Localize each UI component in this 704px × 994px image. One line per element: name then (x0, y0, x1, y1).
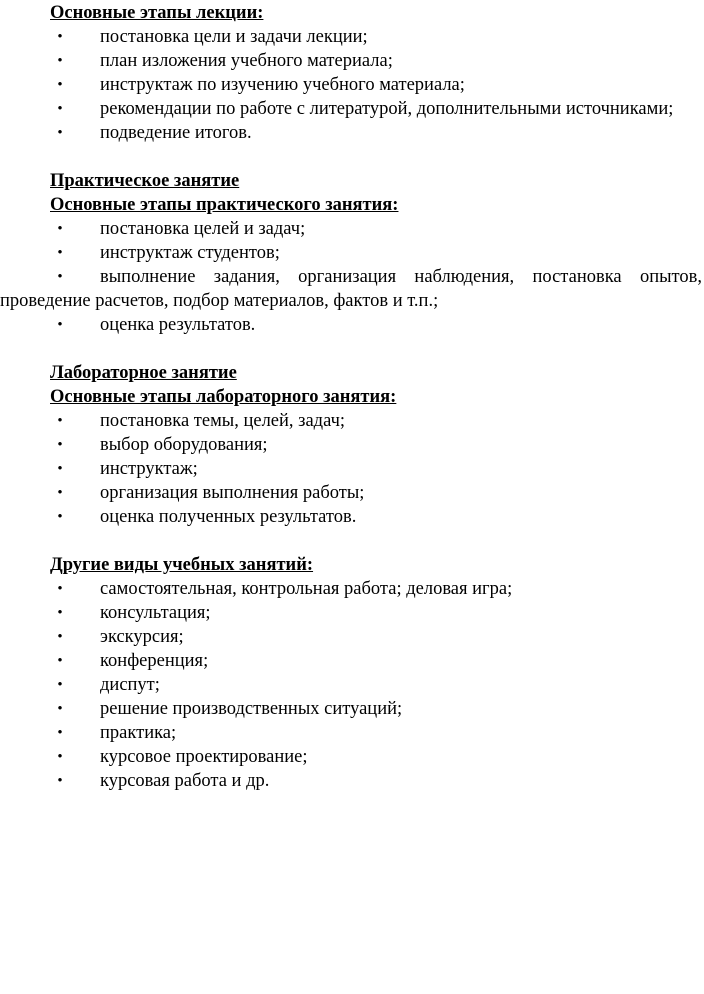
section-laboratory (0, 361, 704, 529)
list-item-text: практика; (100, 723, 177, 743)
list-item-text: постановка темы, целей, задач; (100, 411, 346, 431)
bullet-icon: • (57, 725, 63, 741)
bullet-icon: • (57, 101, 63, 117)
list-item (0, 265, 704, 313)
bullet-icon: • (57, 29, 63, 45)
bullet-icon: • (57, 653, 63, 669)
list-item-text: решение производственных ситуаций; (100, 699, 403, 719)
bullet-icon: • (57, 245, 63, 261)
laboratory-stages-list (0, 409, 704, 529)
list-item (0, 97, 704, 121)
list-item (0, 721, 704, 745)
list-item (0, 49, 704, 73)
bullet-icon: • (57, 509, 63, 525)
section-spacer (0, 145, 704, 169)
list-item-text: постановка целей и задач; (100, 219, 306, 239)
bullet-icon: • (57, 773, 63, 789)
list-item-text: постановка цели и задачи лекции; (100, 27, 368, 47)
section-spacer (0, 337, 704, 361)
bullet-icon: • (57, 485, 63, 501)
list-item-text: оценка полученных результатов. (100, 507, 357, 527)
bullet-icon: • (57, 701, 63, 717)
bullet-icon: • (57, 749, 63, 765)
list-item-text: консультация; (100, 603, 211, 623)
list-item-text: выбор оборудования; (100, 435, 268, 455)
list-item (0, 217, 704, 241)
bullet-icon: • (57, 77, 63, 93)
heading-lecture-stages: Основные этапы лекции: (50, 3, 264, 23)
bullet-icon: • (57, 629, 63, 645)
list-item (0, 25, 704, 49)
list-item-text: курсовая работа и др. (100, 771, 270, 791)
list-item (0, 481, 704, 505)
heading-laboratory-lesson: Лабораторное занятие (50, 363, 237, 383)
bullet-icon: • (57, 677, 63, 693)
bullet-icon: • (57, 317, 63, 333)
list-item-text: инструктаж студентов; (100, 243, 280, 263)
bullet-icon: • (57, 413, 63, 429)
bullet-icon: • (57, 437, 63, 453)
section-other-lessons (0, 553, 704, 793)
list-item-text: оценка результатов. (100, 315, 256, 335)
list-item (0, 433, 704, 457)
list-item-text: рекомендации по работе с литературой, дополнительными источниками; (100, 99, 674, 119)
bullet-icon: • (57, 53, 63, 69)
list-item (0, 409, 704, 433)
heading-practical-stages: Основные этапы практического занятия: (50, 195, 399, 215)
heading-laboratory-stages: Основные этапы лабораторного занятия: (50, 387, 397, 407)
list-item (0, 745, 704, 769)
list-item (0, 457, 704, 481)
list-item-text: самостоятельная, контрольная работа; деловая игра; (100, 579, 513, 599)
section-practical (0, 169, 704, 337)
heading-other-lesson-types: Другие виды учебных занятий: (50, 555, 314, 575)
list-item-text: подведение итогов. (100, 123, 252, 143)
section-lecture (0, 1, 704, 145)
other-lessons-list (0, 577, 704, 793)
bullet-icon: • (57, 269, 63, 285)
list-item-text: курсовое проектирование; (100, 747, 308, 767)
list-item-text: конференция; (100, 651, 209, 671)
list-item (0, 769, 704, 793)
list-item-text: выполнение задания, организация наблюдения, постановка опытов, проведение расчетов, подбор материалов, фактов и т.п.; (0, 267, 702, 311)
practical-stages-list (0, 217, 704, 337)
list-item (0, 241, 704, 265)
bullet-icon: • (57, 221, 63, 237)
list-item-text: диспут; (100, 675, 160, 695)
bullet-icon: • (57, 461, 63, 477)
section-spacer (0, 529, 704, 553)
list-item (0, 73, 704, 97)
heading-practical-lesson: Практическое занятие (50, 171, 240, 191)
list-item-text: план изложения учебного материала; (100, 51, 393, 71)
list-item (0, 673, 704, 697)
list-item-text: инструктаж; (100, 459, 198, 479)
bullet-icon: • (57, 125, 63, 141)
list-item (0, 601, 704, 625)
list-item-text: инструктаж по изучению учебного материала; (100, 75, 465, 95)
bullet-icon: • (57, 581, 63, 597)
list-item (0, 505, 704, 529)
list-item (0, 577, 704, 601)
list-item (0, 625, 704, 649)
list-item (0, 649, 704, 673)
list-item (0, 697, 704, 721)
list-item (0, 313, 704, 337)
list-item-text: организация выполнения работы; (100, 483, 365, 503)
bullet-icon: • (57, 605, 63, 621)
lecture-stages-list (0, 25, 704, 145)
list-item (0, 121, 704, 145)
list-item-text: экскурсия; (100, 627, 184, 647)
